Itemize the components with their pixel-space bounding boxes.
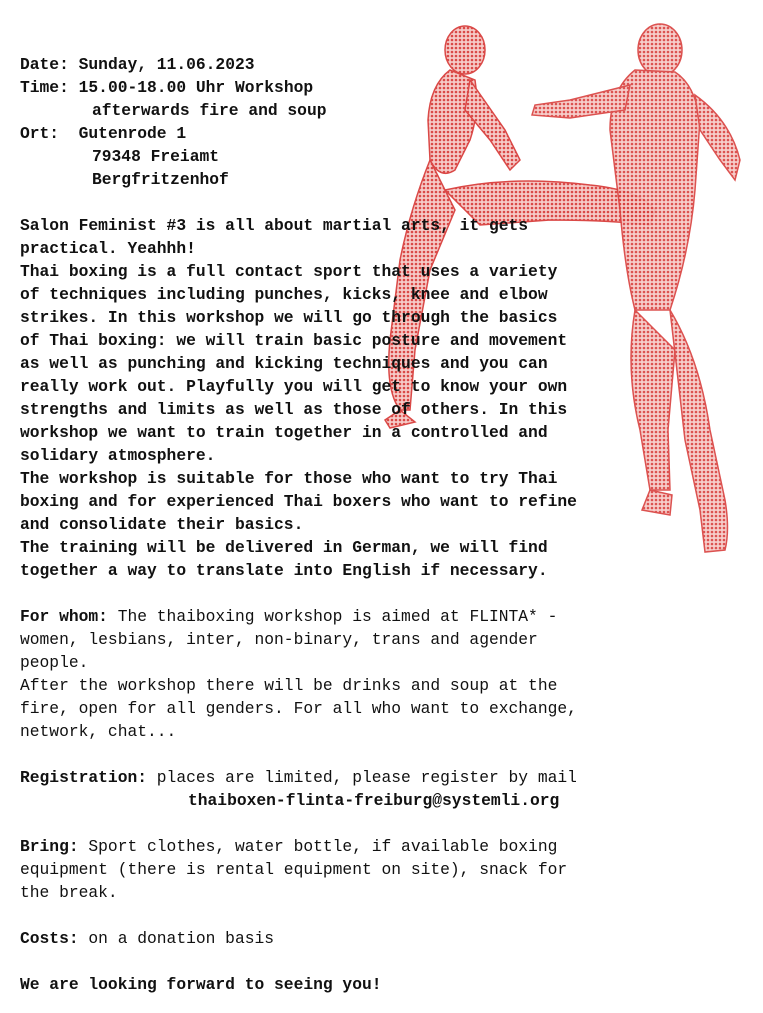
time-line-2: afterwards fire and soup: [92, 101, 327, 120]
intro-line: The training will be delivered in German, we will find: [20, 538, 548, 557]
after-line: After the workshop there will be drinks and soup at the: [20, 676, 558, 695]
for-whom-text: The thaiboxing workshop is aimed at FLINTA* -: [107, 607, 558, 626]
flyer-text: [20, 53, 760, 996]
place-city: 79348 Freiamt: [92, 147, 220, 166]
bring-line: the break.: [20, 883, 118, 902]
intro-line: as well as punching and kicking techniques and you can: [20, 354, 548, 373]
intro-paragraph: [20, 214, 760, 582]
intro-line: workshop we want to train together in a controlled and: [20, 423, 548, 442]
intro-line: strengths and limits as well as those of others. In this: [20, 400, 568, 419]
for-whom-line: people.: [20, 653, 89, 672]
bring-section: [20, 835, 760, 904]
place-line: [20, 122, 760, 145]
intro-line: of Thai boxing: we will train basic posture and movement: [20, 331, 568, 350]
registration-section: [20, 766, 760, 812]
registration-text: places are limited, please register by mail: [147, 768, 577, 787]
registration-label: Registration:: [20, 768, 148, 787]
place-farm: Bergfritzenhof: [92, 170, 229, 189]
place-street: Gutenrode 1: [78, 124, 187, 143]
closing-line: We are looking forward to seeing you!: [20, 975, 382, 994]
intro-line: boxing and for experienced Thai boxers who want to refine: [20, 492, 577, 511]
after-line: fire, open for all genders. For all who want to exchange,: [20, 699, 577, 718]
intro-line: The workshop is suitable for those who want to try Thai: [20, 469, 558, 488]
date-label: Date:: [20, 55, 69, 74]
intro-line: solidary atmosphere.: [20, 446, 216, 465]
time-label: Time:: [20, 78, 69, 97]
date-line: [20, 53, 760, 76]
costs-section: [20, 927, 760, 950]
costs-label: Costs:: [20, 929, 79, 948]
intro-line: Salon Feminist #3 is all about martial arts, it gets: [20, 216, 529, 235]
intro-line: practical. Yeahhh!: [20, 239, 196, 258]
intro-line: together a way to translate into English if necessary.: [20, 561, 548, 580]
for-whom-label: For whom:: [20, 607, 108, 626]
intro-line: strikes. In this workshop we will go through the basics: [20, 308, 558, 327]
time-value: 15.00-18.00 Uhr Workshop: [78, 78, 314, 97]
intro-line: Thai boxing is a full contact sport that uses a variety: [20, 262, 558, 281]
for-whom-section: [20, 605, 760, 743]
date-value: Sunday, 11.06.2023: [78, 55, 255, 74]
registration-email[interactable]: thaiboxen-flinta-freiburg@systemli.org: [188, 791, 560, 810]
intro-line: of techniques including punches, kicks, knee and elbow: [20, 285, 548, 304]
bring-line: equipment (there is rental equipment on site), snack for: [20, 860, 568, 879]
after-line: network, chat...: [20, 722, 177, 741]
costs-text: on a donation basis: [78, 929, 275, 948]
time-line: [20, 76, 760, 99]
intro-line: really work out. Playfully you will get to know your own: [20, 377, 568, 396]
for-whom-line: women, lesbians, inter, non-binary, trans and agender: [20, 630, 538, 649]
bring-label: Bring:: [20, 837, 79, 856]
intro-line: and consolidate their basics.: [20, 515, 304, 534]
bring-text: Sport clothes, water bottle, if available boxing: [78, 837, 558, 856]
place-label: Ort:: [20, 124, 60, 143]
